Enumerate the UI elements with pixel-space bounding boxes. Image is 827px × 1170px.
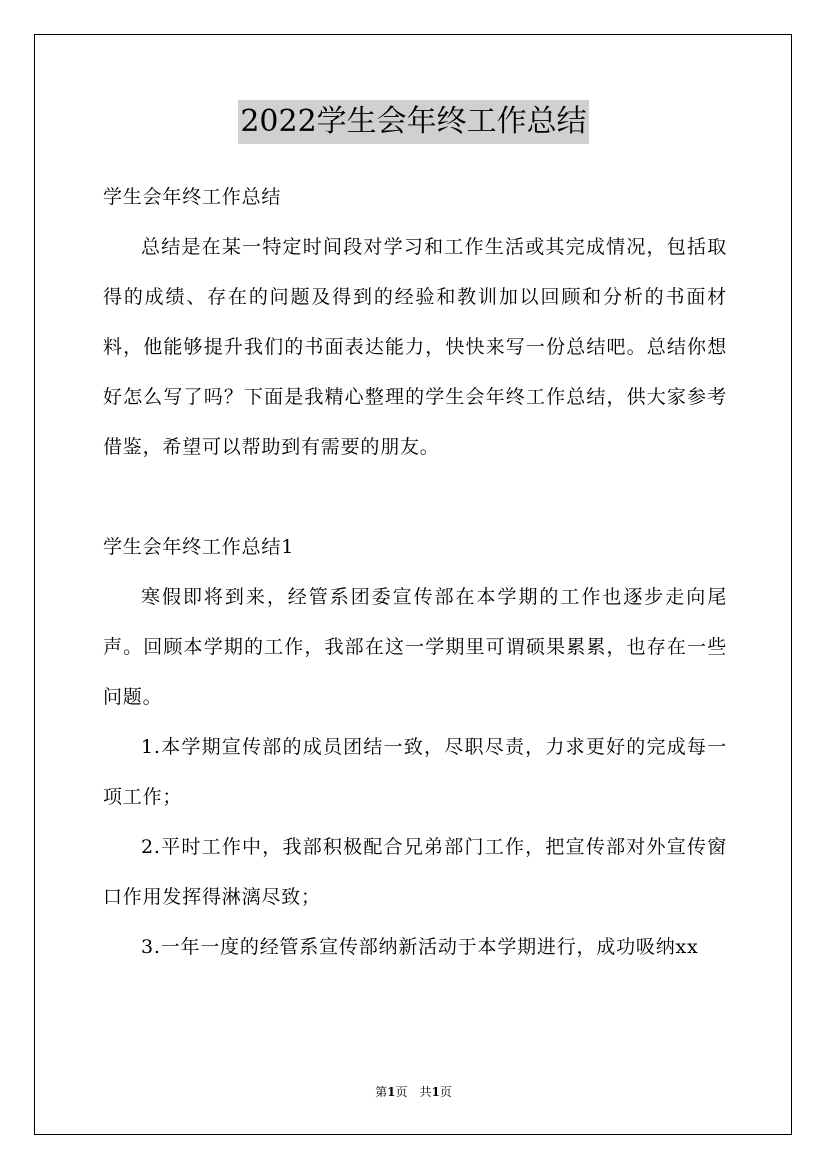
list-item: 2.平时工作中，我部积极配合兄弟部门工作，把宣传部对外宣传窗口作用发挥得淋漓尽致；: [103, 836, 727, 908]
page-prefix: 第: [375, 1085, 388, 1099]
document-body: [103, 172, 727, 972]
page-suffix: 页: [439, 1085, 452, 1099]
section-heading: 学生会年终工作总结1: [103, 536, 295, 558]
intro-paragraph: 总结是在某一特定时间段对学习和工作生活或其完成情况，包括取得的成绩、存在的问题及得到的经验和教训加以回顾和分析的书面材料，他能够提升我们的书面表达能力，快快来写一份总结吧。总结你想好怎么写了吗？下面是我精心整理的学生会年终工作总结，供大家参考借鉴，希望可以帮助到有需要的朋友。: [103, 236, 727, 458]
paragraph-spacer: [103, 472, 727, 522]
page-footer: [0, 1083, 827, 1101]
document-title: 2022学生会年终工作总结: [238, 100, 588, 144]
section-intro-paragraph: 寒假即将到来，经管系团委宣传部在本学期的工作也逐步走向尾声。回顾本学期的工作，我部在这一学期里可谓硕果累累，也存在一些问题。: [103, 586, 727, 708]
page-middle: 页 共: [395, 1085, 432, 1099]
current-page-number: 1: [387, 1085, 396, 1099]
total-page-number: 1: [431, 1085, 440, 1099]
list-item: 1.本学期宣传部的成员团结一致，尽职尽责，力求更好的完成每一项工作；: [103, 736, 727, 808]
title-container: [0, 100, 827, 144]
list-item: 3.一年一度的经管系宣传部纳新活动于本学期进行，成功吸纳xx: [141, 936, 699, 958]
subtitle: 学生会年终工作总结: [103, 186, 282, 208]
